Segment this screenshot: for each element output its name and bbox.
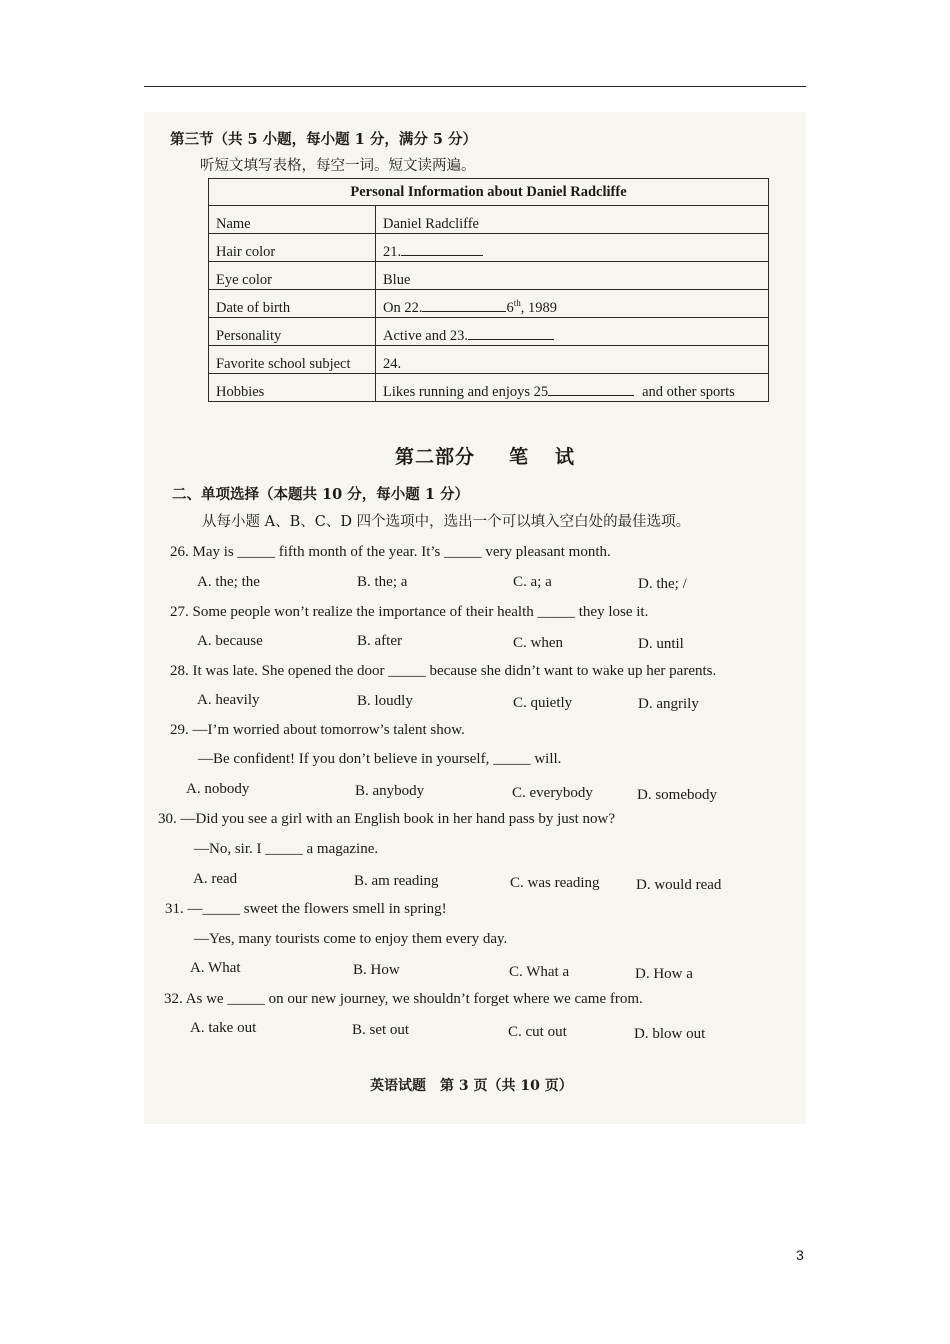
option-28-a[interactable]: A. heavily [197,692,260,708]
option-31-d[interactable]: D. How a [635,966,693,982]
answer-blank-25 [548,383,634,396]
option-26-b[interactable]: B. the; a [357,574,408,590]
option-29-a[interactable]: A. nobody [186,781,250,797]
row-value-post: , 1989 [520,300,557,316]
mc-instruction: 从每小题 A、B、C、D 四个选项中，选出一个可以填入空白处的最佳选项。 [202,514,691,530]
part2-title [395,442,609,469]
answer-blank-21 [401,243,483,256]
mc-heading: 二、单项选择（本题共 10 分，每小题 1 分） [172,486,469,503]
question-29-reply: —Be confident! If you don’t believe in yourself, _____ will. [198,751,562,767]
option-29-b[interactable]: B. anybody [355,783,425,799]
row-value [376,374,769,402]
option-29-c[interactable]: C. everybody [512,785,593,801]
option-27-b[interactable]: B. after [357,633,402,649]
option-32-c[interactable]: C. cut out [508,1024,567,1040]
answer-blank-22 [422,299,506,312]
row-label: Date of birth [209,290,376,318]
option-30-a[interactable]: A. read [193,871,238,887]
table-row [209,234,769,262]
answer-blank-23 [468,327,554,340]
option-31-a[interactable]: A. What [190,960,241,976]
row-value [376,318,769,346]
option-31-b[interactable]: B. How [353,962,400,978]
table-row [209,206,769,234]
part2-title-a: 第二部分 [395,446,476,468]
option-26-d[interactable]: D. the; / [638,576,687,592]
option-26-a[interactable]: A. the; the [197,574,260,590]
row-label: Favorite school subject [209,346,376,374]
row-label: Eye color [209,262,376,290]
row-value-text: Active and 23. [383,328,468,344]
option-29-d[interactable]: D. somebody [637,787,717,803]
option-27-d[interactable]: D. until [638,636,684,652]
option-30-d[interactable]: D. would read [636,877,722,893]
option-32-d[interactable]: D. blow out [634,1026,706,1042]
page-number: 3 [796,1247,804,1263]
question-31-reply: —Yes, many tourists come to enjoy them every day. [194,931,508,947]
table-title-row [209,179,769,206]
row-value-post: and other sports [642,384,735,400]
option-31-c[interactable]: C. What a [509,964,570,980]
option-32-b[interactable]: B. set out [352,1022,410,1038]
row-label: Hair color [209,234,376,262]
row-value-pre: Likes running and enjoys 25 [383,384,549,400]
row-value: Blue [376,262,769,290]
question-31: 31. —_____ sweet the flowers smell in spring! [165,901,447,917]
row-label: Name [209,206,376,234]
table-row [209,318,769,346]
part2-title-c: 试 [555,446,576,468]
option-26-c[interactable]: C. a; a [513,574,552,590]
question-30-reply: —No, sir. I _____ a magazine. [194,841,379,857]
row-value [376,234,769,262]
option-28-d[interactable]: D. angrily [638,696,699,712]
option-30-b[interactable]: B. am reading [354,873,439,889]
table-title: Personal Information about Daniel Radcliffe [209,179,769,206]
section3-heading: 第三节（共 5 小题，每小题 1 分，满分 5 分） [170,131,478,148]
question-30: 30. —Did you see a girl with an English book in her hand pass by just now? [158,811,616,827]
table-row [209,262,769,290]
row-value [376,290,769,318]
header-rule [144,86,806,87]
question-27: 27. Some people won’t realize the importance of their health _____ they lose it. [170,604,649,620]
row-value [376,346,769,374]
question-32: 32. As we _____ on our new journey, we shouldn’t forget where we came from. [164,991,643,1007]
row-value-text: 21. [383,244,402,260]
row-value-text: 24. [383,356,402,372]
info-table [208,178,769,402]
option-28-c[interactable]: C. quietly [513,695,573,711]
table-row [209,290,769,318]
row-label: Personality [209,318,376,346]
question-28: 28. It was late. She opened the door _____ because she didn’t want to wake up her parents. [170,663,717,679]
question-29: 29. —I’m worried about tomorrow’s talent show. [170,722,465,738]
option-27-a[interactable]: A. because [197,633,263,649]
ordinal-suffix: th [513,298,521,309]
day-number: 6 [506,300,514,316]
table-row [209,346,769,374]
option-32-a[interactable]: A. take out [190,1020,257,1036]
row-value: Daniel Radcliffe [376,206,769,234]
option-28-b[interactable]: B. loudly [357,693,413,709]
option-27-c[interactable]: C. when [513,635,563,651]
row-value-pre: On 22. [383,300,423,316]
question-26: 26. May is _____ fifth month of the year. It’s _____ very pleasant month. [170,544,611,560]
page-footer: 英语试题 第 3 页（共 10 页） [370,1078,573,1094]
section3-instruction: 听短文填写表格，每空一词。短文读两遍。 [200,158,476,174]
option-30-c[interactable]: C. was reading [510,875,600,891]
row-label: Hobbies [209,374,376,402]
part2-title-b: 笔 [509,446,530,468]
table-row [209,374,769,402]
